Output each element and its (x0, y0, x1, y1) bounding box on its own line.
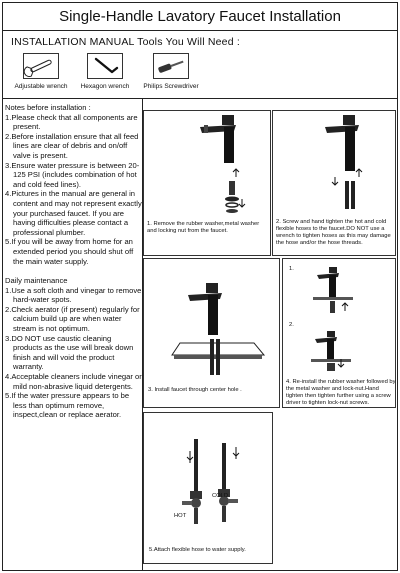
faucet-remove-nuts-illustration (144, 111, 270, 219)
maintenance-item: 3.DO NOT use caustic cleaning products as the use will break down finish and will void the product warranty. (5, 333, 134, 372)
screwdriver-icon (153, 53, 189, 79)
step-4-panel (282, 258, 396, 408)
step-3-panel (143, 258, 280, 408)
tools-heading: INSTALLATION MANUAL Tools You Will Need : (11, 36, 240, 48)
tool-hexagon-wrench (70, 53, 140, 90)
maintenance-item: 2.Check aerator (if present) regularly for calcium build up are when water stream is not optimum. (5, 304, 140, 334)
instructions-column (3, 99, 143, 570)
note-item: 1.Please check that all components are present. (5, 112, 138, 132)
maintenance-item: 1.Use a soft cloth and vinegar to remove hard-water spots. (5, 285, 142, 305)
page-title: Single-Handle Lavatory Faucet Installation (3, 3, 397, 31)
step-caption: 4. Re-install the rubber washer followed by the metal washer and lock-nut.Hand tighten then tighten further using a screw driver to tighten lock-nut screws. (286, 379, 396, 406)
substep-label: 1. (289, 266, 294, 272)
substep-label: 2. (289, 322, 294, 328)
maintenance-item: 4.Acceptable cleaners include vinegar or mild non-abrasive liquid detergents. (5, 372, 142, 391)
step-1-panel (143, 110, 271, 256)
tool-adjustable-wrench (6, 53, 76, 90)
tools-section (3, 31, 397, 99)
faucet-attach-hoses-illustration (273, 111, 395, 219)
hex-key-icon (87, 53, 123, 79)
note-item: 4.Pictures in the manual are general in content and may not represent exactly your purchased faucet. If you are having difficulties please contact a professional plumber. (5, 189, 142, 237)
hot-label: HOT (174, 513, 187, 519)
note-item: 5.If you will be away from home for an extended period you should shut off the main water supply. (5, 237, 134, 266)
tool-label: Adjustable wrench (14, 83, 68, 90)
faucet-reinstall-nuts-illustration (283, 259, 395, 377)
notes-heading: Notes before installation : (5, 103, 91, 112)
step-2-panel (272, 110, 396, 256)
tool-label: Philips Screwdriver (143, 83, 199, 90)
step-caption: 3. Install faucet through center hole . (148, 387, 242, 393)
step-caption: 2. Screw and hand tighten the hot and cold flexible hoses to the faucet.DO NOT use a wrench to tighten hoses as this may damage the hose and/or the hose threads. (276, 219, 391, 246)
faucet-through-hole-illustration (144, 259, 279, 379)
tool-philips-screwdriver (136, 53, 206, 90)
note-item: 3.Ensure water pressure is between 20-125 PSI (includes combination of hot and cold feed lines). (5, 160, 140, 189)
cold-label: COLD (212, 493, 229, 499)
maintenance-item: 5.If the water pressure appears to be less than optimum remove, inspect,clean or replace aerator. (5, 391, 130, 420)
note-item: 2.Before installation ensure that all feed lines are clear of debris and on/off valve is present. (5, 131, 139, 160)
tool-label: Hexagon wrench (80, 83, 130, 90)
step-caption: 5.Attach flexible hose to water supply. (149, 547, 246, 553)
maintenance-heading: Daily maintenance (5, 276, 68, 286)
step-5-panel (143, 412, 273, 564)
attach-water-supply-illustration (144, 413, 272, 541)
wrench-icon (23, 53, 59, 79)
step-caption: 1. Remove the rubber washer,metal washer and locking nut from the faucet. (147, 221, 260, 234)
